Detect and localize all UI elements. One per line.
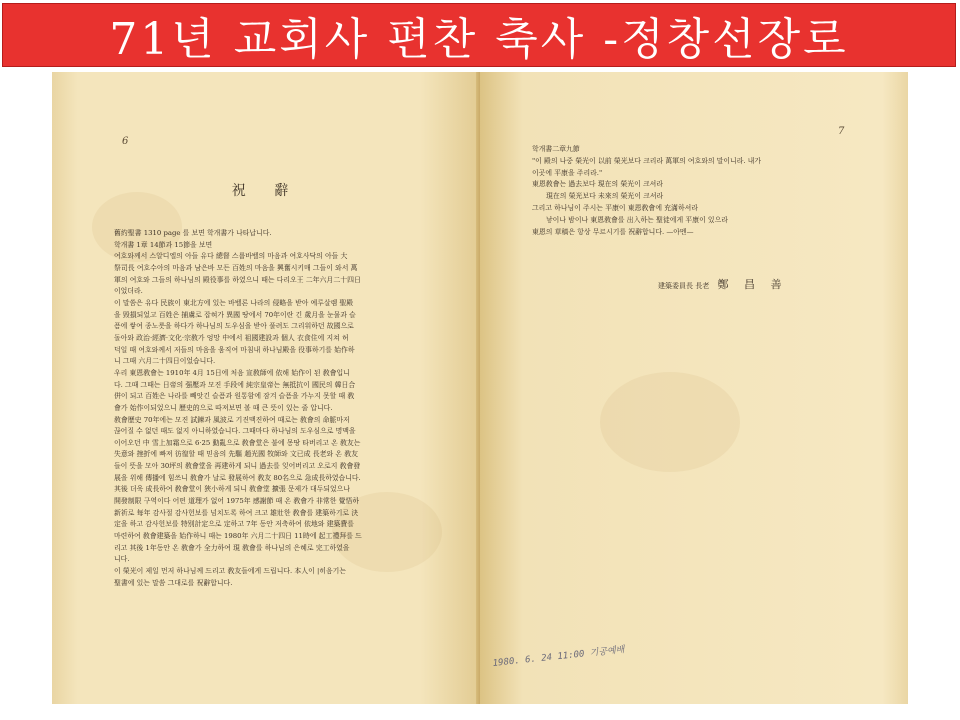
left-page-heading: 祝 辭	[231, 183, 301, 199]
body-line: 東恩敎會는 過去보다 現在의 榮光이 크셔라	[532, 180, 663, 189]
signature-title: 建築委員長 長老	[658, 282, 710, 290]
left-page	[52, 72, 480, 704]
body-line: 倂이 되고 百姓은 나라를 빼앗긴 슬픔과 원통함에 잠겨 슬픔을 가누지 못할 때 敎	[114, 392, 355, 401]
body-line: 우리 東恩敎會는 1910年 4月 15日에 처음 宣敎師에 依해 始作이 된 敎會입니	[114, 368, 350, 377]
body-line: 들이 뜻을 모아 30坪의 敎會堂을 再建하게 되니 過去를 잊어버리고 오로지 敎會發	[114, 462, 361, 471]
body-line: 끊어질 수 없던 때도 없지 아니하였습니다. 그때마다 하나님의 도우심으로 명맥을	[114, 427, 356, 436]
body-line: 을 毁損되었고 百姓은 捕虜로 잡혀가 異國 땅에서 70年이란 긴 歲月을 눈물과 슬	[114, 310, 356, 319]
left-page-number: 6	[122, 136, 129, 147]
handwritten-note: 1980. 6. 24 11:00 기공예배	[492, 645, 625, 669]
body-line: 이어오던 中 雪上加霜으로 6·25 動亂으로 敎會堂은 불에 몽땅 타버리고 온 敎友는	[114, 438, 361, 447]
body-line: 東恩의 草稿은 항상 무르시기를 祝辭합니다. —아멘—	[532, 227, 694, 236]
body-line: 軍의 여호와 그들의 하나님의 殿役事를 하였으니 때는 다리오王 二年六月二十四日	[114, 275, 361, 284]
body-line: 이곳에 平康을 주리라."	[532, 168, 603, 177]
body-line: 리고 其後 1年동안 온 敎會가 全力하여 現 敎會를 하나님의 은혜로 完工하였을	[114, 543, 350, 552]
paper-stain	[600, 372, 740, 472]
body-line: 展을 위해 傳播에 힘쓰니 敎會가 날로 發展하여 敎友 80名으로 急成長하였습니다.	[114, 473, 361, 482]
body-line: 니 그때 六月二十四日이었습니다.	[114, 357, 216, 366]
scanned-book-spread	[52, 72, 908, 704]
body-line: 會가 始作이되었으니 歷史的으로 따져보면 볼 때 큰 뜻이 있는 줄 압니다.	[114, 403, 333, 412]
body-line: 其後 더욱 成長하여 敎會堂이 狹小하게 되니 敎會堂 擴張 문제가 대두되었으나	[114, 485, 350, 494]
slide-title-banner	[2, 3, 956, 67]
body-line: 학개書二章九節	[532, 145, 580, 153]
body-line: 여호와께서 스알디엘의 아들 유다 總督 스룹바벨의 마음과 여호사닥의 아들 大	[114, 252, 348, 261]
body-line: 그리고 하나님이 주시는 平康이 東恩敎會에 充滿하셔라	[532, 203, 698, 212]
body-line: 開發制限 구역이다 어떤 道理가 없어 1975年 感謝節 때 온 敎會가 非常한 覺悟하	[114, 497, 360, 506]
body-line: 敎會歷史 70年에는 모진 試鍊과 風波로 기진맥진하여 때로는 敎會의 命脈마저	[114, 415, 350, 424]
body-line: 失意와 挫折에 빠져 彷徨할 때 믿음의 先驅 趙光國 牧師와 文已成 長老와 온 敎友	[114, 450, 358, 459]
body-line: 이 榮光이 제일 먼저 하나님께 드리고 敎友들에게 드립니다. 本人이 |히음기는	[114, 567, 346, 576]
body-line: 낳이나 밤이나 東恩敎會를 出入하는 聖徒에게 平康이 있으라	[546, 215, 728, 224]
slide-title: 71년 교회사 편찬 축사 -정창선장로	[109, 14, 849, 65]
right-page-body	[532, 144, 832, 238]
body-line: 定을 하고 감사헌보를 特別計定으로 定하고 7年 동안 저축하여 依地와 建築費를	[114, 520, 354, 529]
body-line: 돌아와 政治·經濟·文化·宗敎가 엉망 中에서 祖國建設과 個人 衣食住에 지쳐 허	[114, 333, 349, 342]
body-line: 現在의 榮光보다 未來의 榮光이 크셔라	[546, 192, 664, 201]
right-page-number: 7	[838, 126, 845, 137]
body-line: 덕일 때 여호와께서 저들의 마음을 움직여 마침내 하나님殿을 役事하기를 始作하	[114, 345, 355, 354]
body-line: 舊約聖書 1310 page 를 보면 학개書가 나타납니다.	[114, 229, 272, 237]
body-line: 다. 그때 그때는 日帝의 强壓과 모진 手段에 純宗皇帝는 無抵抗이 國民의 韓日合	[114, 380, 356, 389]
body-line: 픔에 쌓여 종노릇을 하다가 하나님의 도우심을 받아 풀려도 그리워하던 故國으로	[114, 322, 354, 331]
body-line: "이 殿의 나중 榮光이 以前 榮光보다 크리라 萬軍의 여호와의 말이니라. 내가	[532, 156, 762, 165]
left-page-body	[114, 228, 466, 589]
body-line: 이었더라.	[114, 287, 143, 296]
signature-name: 鄭 昌 善	[717, 278, 788, 291]
body-line: 聖書에 있는 말씀 그대로를 祝辭합니다.	[114, 578, 233, 587]
body-line: 니다.	[114, 555, 130, 564]
body-line: 이 말씀은 유다 民族이 東北方에 있는 바벨론 나라의 侵略을 받아 예루살렘 聖殿	[114, 298, 354, 307]
body-line: 학개書 1章 14節과 15節을 보면	[114, 240, 213, 249]
body-line: 新祈로 每年 감사절 감사헌보를 넘치도록 하여 크고 雄壯한 敎會를 建築하기로 決	[114, 508, 359, 517]
body-line: 祭司長 여호수아의 마음과 남은바 모든 百姓의 마음을 興奮시키매 그들이 와서 萬	[114, 263, 358, 272]
signature	[658, 276, 787, 292]
body-line: 마련하여 敎會建築을 始作하니 때는 1980年 六月二十四日 11時에 起工禮拜를 드	[114, 532, 362, 541]
right-page	[480, 72, 908, 704]
